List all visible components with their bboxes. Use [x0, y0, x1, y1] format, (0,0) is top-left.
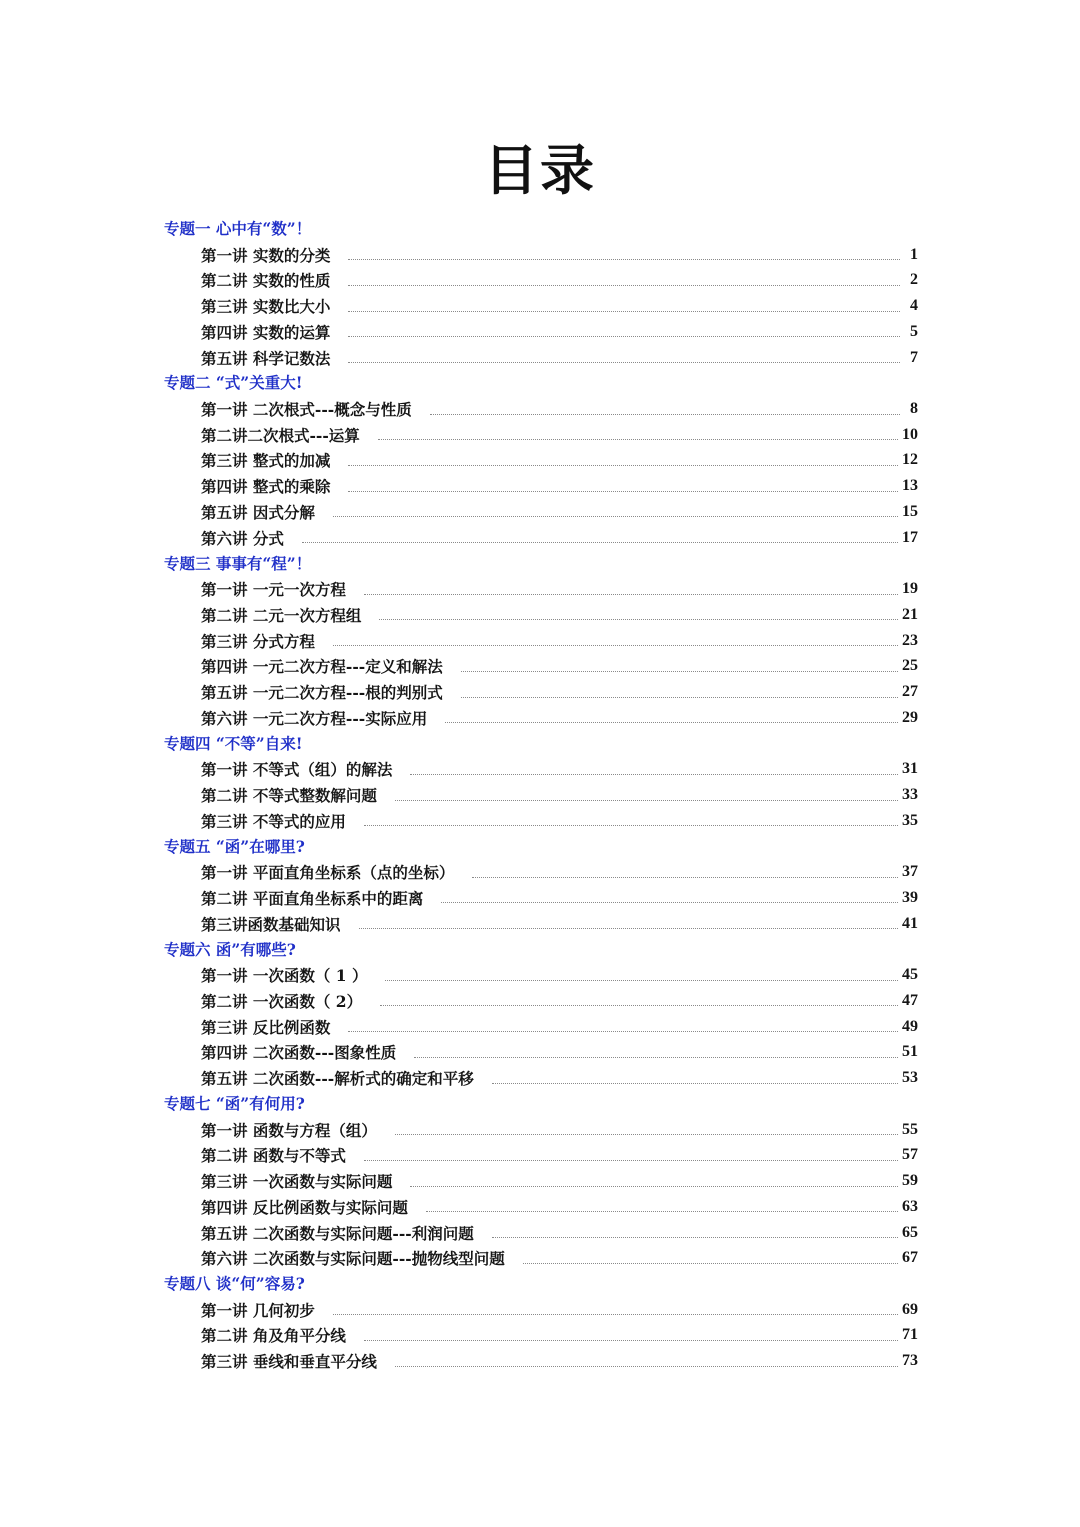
toc-page-number: 8	[910, 400, 918, 417]
toc-entry[interactable]	[164, 1065, 918, 1091]
toc-entry-label: 第三讲 反比例函数	[201, 1017, 331, 1037]
toc-entry-label: 第六讲 二次函数与实际问题---抛物线型问题	[201, 1249, 505, 1269]
toc-entry-label: 第六讲 分式	[201, 528, 284, 548]
toc-topic-heading[interactable]: 专题三 事事有“程”！	[164, 553, 312, 573]
dot-leader	[348, 336, 900, 337]
dot-leader	[359, 928, 898, 929]
toc-entry[interactable]	[164, 1142, 918, 1168]
toc-topic-heading[interactable]: 专题五 “函”在哪里?	[164, 836, 305, 856]
toc-entry-label: 第二讲 实数的性质	[201, 271, 331, 291]
toc-entry[interactable]	[164, 422, 918, 448]
toc-page-number: 15	[902, 502, 918, 520]
toc-entry[interactable]	[164, 473, 918, 499]
toc-entry-label: 第一讲 一次函数（ 1 ）	[201, 966, 368, 986]
toc-entry-label: 第一讲 函数与方程（组）	[201, 1120, 377, 1140]
toc-entry-label: 第四讲 整式的乘除	[201, 477, 331, 497]
toc-entry[interactable]	[164, 859, 918, 885]
dot-leader	[348, 311, 900, 312]
toc-entry[interactable]	[164, 705, 918, 731]
toc-entry[interactable]	[164, 782, 918, 808]
dot-leader	[395, 1134, 898, 1135]
toc-entry[interactable]	[164, 499, 918, 525]
toc-entry-label: 第一讲 平面直角坐标系（点的坐标）	[201, 863, 455, 883]
toc-topic-heading[interactable]: 专题六 函”有哪些?	[164, 939, 296, 959]
toc-entry-label: 第三讲函数基础知识	[201, 914, 341, 934]
toc-entry-label: 第一讲 实数的分类	[201, 245, 331, 265]
toc-entry[interactable]	[164, 242, 918, 268]
toc-topic-heading[interactable]: 专题八 谈“何”容易?	[164, 1274, 305, 1294]
toc-page-number: 5	[910, 322, 918, 340]
toc-topic-heading[interactable]: 专题四 “不等”自来!	[164, 733, 303, 753]
dot-leader	[333, 516, 898, 517]
toc-page-number: 41	[902, 914, 918, 932]
toc-entry-label: 第三讲 一次函数与实际问题	[201, 1172, 393, 1192]
toc-page-number: 25	[902, 657, 918, 675]
toc-entry[interactable]	[164, 1117, 918, 1143]
dot-leader	[410, 774, 898, 775]
toc-entry[interactable]	[164, 885, 918, 911]
toc-entry[interactable]	[164, 1014, 918, 1040]
toc-entry[interactable]	[164, 396, 918, 422]
toc-page-number: 27	[902, 683, 918, 701]
toc-entry-label: 第一讲 二次根式---概念与性质	[201, 400, 412, 419]
toc-page-number: 37	[902, 863, 918, 881]
dot-leader	[333, 645, 898, 646]
toc-page-number: 1	[910, 245, 918, 263]
dot-leader	[333, 1314, 898, 1315]
toc-entry[interactable]	[164, 576, 918, 602]
toc-entry-label: 第二讲 不等式整数解问题	[201, 786, 377, 806]
toc-entry[interactable]	[164, 1220, 918, 1246]
toc-entry-label: 第一讲 不等式（组）的解法	[201, 760, 393, 780]
toc-entry-label: 第四讲 实数的运算	[201, 322, 331, 342]
toc-entry-label: 第三讲 不等式的应用	[201, 811, 346, 831]
dot-leader	[380, 1005, 898, 1006]
toc-topic-heading[interactable]: 专题一 心中有“数”！	[164, 219, 312, 238]
toc-topic-heading[interactable]: 专题七 “函”有何用?	[164, 1093, 305, 1113]
dot-leader	[395, 1366, 898, 1367]
toc-page-number: 2	[910, 271, 918, 289]
dot-leader	[523, 1263, 898, 1264]
toc-entry[interactable]	[164, 293, 918, 319]
toc-entry-label: 第三讲 整式的加减	[201, 451, 331, 471]
toc-entry[interactable]	[164, 267, 918, 293]
toc-entry[interactable]	[164, 1168, 918, 1194]
toc-entry-label: 第四讲 一元二次方程---定义和解法	[201, 657, 443, 677]
toc-page-number: 45	[902, 966, 918, 984]
dot-leader	[492, 1237, 898, 1238]
page-title: 目录	[484, 138, 596, 202]
toc-entry[interactable]	[164, 1297, 918, 1323]
toc-page-number: 59	[902, 1172, 918, 1190]
toc-page-number: 12	[902, 451, 918, 469]
dot-leader	[378, 439, 898, 440]
toc-entry-label: 第二讲 角及角平分线	[201, 1326, 346, 1346]
toc-entry-label: 第五讲 一元二次方程---根的判别式	[201, 683, 443, 703]
toc-entry-label: 第二讲 一次函数（ 2）	[201, 991, 363, 1011]
toc-entry[interactable]	[164, 602, 918, 628]
toc-page-number: 23	[902, 631, 918, 649]
toc-entry-label: 第一讲 几何初步	[201, 1300, 315, 1320]
toc-page-number: 19	[902, 580, 918, 598]
dot-leader	[414, 1057, 898, 1058]
toc-page-number: 51	[902, 1043, 918, 1061]
toc-entry-label: 第一讲 一元一次方程	[201, 580, 346, 600]
toc-entry[interactable]	[164, 628, 918, 654]
toc-page-number: 35	[902, 811, 918, 829]
toc-entry-label: 第三讲 分式方程	[201, 631, 315, 651]
toc-entry[interactable]	[164, 988, 918, 1014]
toc-page-number: 65	[902, 1223, 918, 1241]
dot-leader	[395, 800, 898, 801]
dot-leader	[348, 491, 898, 492]
toc-entry-label: 第三讲 垂线和垂直平分线	[201, 1352, 377, 1372]
dot-leader	[364, 1340, 898, 1341]
dot-leader	[461, 671, 898, 672]
toc-page-number: 39	[902, 888, 918, 906]
toc-page-number: 67	[902, 1249, 918, 1267]
toc-page-number: 17	[902, 528, 918, 546]
toc-page-number: 7	[910, 348, 918, 366]
toc-entry[interactable]	[164, 1245, 918, 1271]
dot-leader	[445, 722, 898, 723]
toc-page-number: 63	[902, 1197, 918, 1215]
toc-entry[interactable]	[164, 448, 918, 474]
toc-page-number: 47	[902, 991, 918, 1009]
toc-entry[interactable]	[164, 808, 918, 834]
toc-page-number: 4	[910, 297, 918, 315]
toc-page-number: 71	[902, 1326, 918, 1344]
toc-entry-label: 第五讲 二次函数与实际问题---利润问题	[201, 1223, 474, 1243]
toc-entry[interactable]	[164, 1323, 918, 1349]
toc-page-number: 31	[902, 760, 918, 778]
toc-entry-label: 第二讲 二元一次方程组	[201, 605, 362, 625]
dot-leader	[426, 1211, 898, 1212]
dot-leader	[364, 1160, 898, 1161]
dot-leader	[410, 1186, 898, 1187]
toc-topic-heading[interactable]: 专题二 “式”关重大!	[164, 373, 303, 393]
dot-leader	[472, 877, 898, 878]
toc-page-number: 10	[902, 425, 918, 443]
toc-entry[interactable]	[164, 653, 918, 679]
toc-entry[interactable]	[164, 345, 918, 371]
dot-leader	[348, 259, 900, 260]
toc-entry[interactable]	[164, 962, 918, 988]
toc-page-number: 73	[902, 1352, 918, 1370]
toc-entry-label: 第二讲二次根式---运算	[201, 425, 360, 445]
toc-entry[interactable]	[164, 1348, 918, 1374]
toc-entry[interactable]	[164, 319, 918, 345]
toc-entry[interactable]	[164, 756, 918, 782]
toc-page-number: 69	[902, 1300, 918, 1318]
toc-entry-label: 第二讲 平面直角坐标系中的距离	[201, 888, 424, 908]
toc-page-number: 55	[902, 1120, 918, 1138]
toc-entry[interactable]	[164, 1040, 918, 1066]
dot-leader	[364, 594, 898, 595]
toc-entry-label: 第五讲 因式分解	[201, 502, 315, 522]
dot-leader	[348, 285, 900, 286]
dot-leader	[430, 414, 900, 415]
dot-leader	[348, 1031, 898, 1032]
dot-leader	[302, 542, 898, 543]
toc-page-number: 29	[902, 708, 918, 726]
dot-leader	[441, 902, 898, 903]
dot-leader	[364, 825, 898, 826]
toc-page-number: 53	[902, 1069, 918, 1087]
toc-page-number: 21	[902, 605, 918, 623]
toc-page-number: 49	[902, 1017, 918, 1035]
dot-leader	[461, 697, 898, 698]
dot-leader	[348, 465, 898, 466]
toc-entry-label: 第五讲 二次函数---解析式的确定和平移	[201, 1069, 474, 1089]
toc-entry[interactable]	[164, 679, 918, 705]
dot-leader	[385, 980, 898, 981]
toc-entry-label: 第五讲 科学记数法	[201, 348, 331, 368]
toc-entry-label: 第三讲 实数比大小	[201, 297, 331, 317]
dot-leader	[379, 619, 898, 620]
toc-page-number: 13	[902, 477, 918, 495]
table-of-contents	[164, 216, 918, 1374]
toc-entry[interactable]	[164, 525, 918, 551]
toc-entry[interactable]	[164, 1194, 918, 1220]
toc-entry-label: 第四讲 二次函数---图象性质	[201, 1043, 397, 1063]
toc-entry-label: 第二讲 函数与不等式	[201, 1146, 346, 1166]
toc-entry-label: 第六讲 一元二次方程---实际应用	[201, 708, 428, 728]
toc-entry-label: 第四讲 反比例函数与实际问题	[201, 1197, 408, 1217]
toc-entry[interactable]	[164, 911, 918, 937]
dot-leader	[492, 1083, 898, 1084]
toc-page-number: 57	[902, 1146, 918, 1164]
toc-page-number: 33	[902, 786, 918, 804]
dot-leader	[348, 362, 900, 363]
